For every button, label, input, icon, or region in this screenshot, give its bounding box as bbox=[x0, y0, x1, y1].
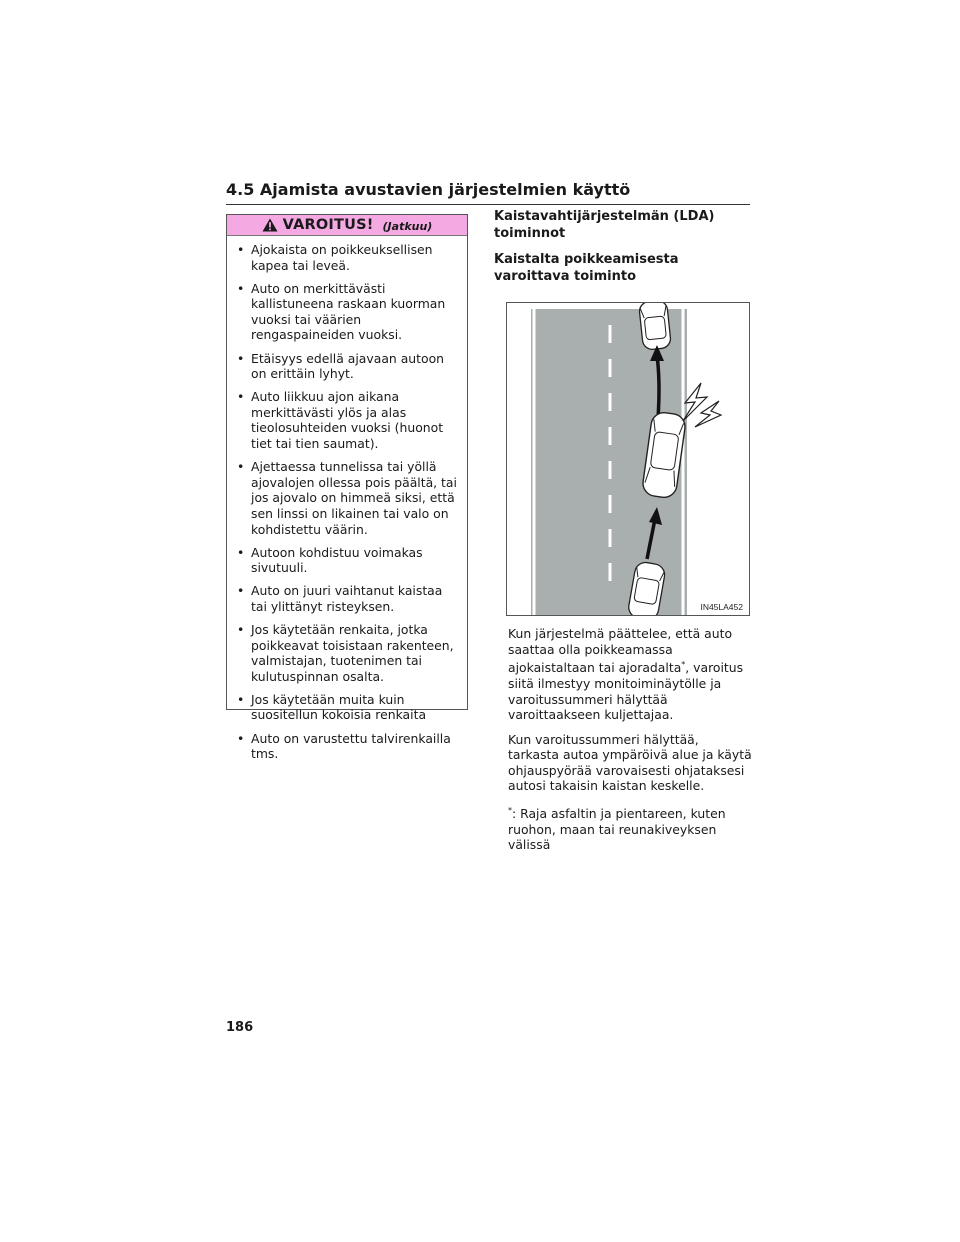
bullet: • bbox=[237, 583, 245, 599]
warning-continued: (Jatkuu) bbox=[382, 220, 433, 233]
section-header: 4.5 Ajamista avustavien järjestelmien käyttö bbox=[226, 180, 750, 205]
warning-lightning-icon bbox=[683, 383, 721, 427]
warning-list-item bbox=[235, 459, 459, 537]
paragraph-1: Kun järjestelmä päättelee, että auto saattaa olla poikkeamassa ajokaistaltaan tai ajoradalta*, varoitus siitä ilmestyy monitoiminäytölle ja varoitussummeri hälyttää varoittaakseen kuljettajaa. bbox=[508, 626, 744, 723]
bullet: • bbox=[237, 389, 245, 405]
warning-item-text: Auto liikkuu ajon aikana merkittävästi ylös ja alas tieolosuhteiden vuoksi (huonot tiet tai tien saumat). bbox=[251, 389, 444, 452]
page-number: 186 bbox=[226, 1020, 254, 1035]
warning-list-item bbox=[235, 545, 459, 576]
warning-list-item bbox=[235, 731, 459, 762]
warning-item-text: Ajokaista on poikkeuksellisen kapea tai leveä. bbox=[251, 242, 433, 273]
warning-item-text: Auto on juuri vaihtanut kaistaa tai ylittänyt risteyksen. bbox=[251, 583, 443, 614]
bullet: • bbox=[237, 280, 245, 296]
bullet: • bbox=[237, 544, 245, 560]
warning-item-text: Jos käytetään renkaita, jotka poikkeavat toisistaan rakenteen, valmistajan, tuotenimen tai kulutuspinnan osalta. bbox=[251, 621, 454, 684]
warning-list-item bbox=[235, 242, 459, 273]
road-diagram bbox=[507, 303, 749, 615]
warning-list bbox=[227, 236, 467, 762]
bullet: • bbox=[237, 459, 245, 475]
paragraph-2: Kun varoitussummeri hälyttää, tarkasta autoa ympäröivä alue ja käytä ohjauspyörää varovaisesti ohjataksesi autosi takaisin kaistan keskelle. bbox=[508, 731, 752, 794]
body-text bbox=[508, 626, 752, 862]
bullet: • bbox=[237, 730, 245, 746]
warning-item-text: Ajettaessa tunnelissa tai yöllä ajovalojen ollessa pois päältä, tai jos ajovalo on himmeä siksi, että sen linssi on likainen tai valo on kohdistettu väärin. bbox=[251, 459, 457, 537]
warning-list-item bbox=[235, 281, 459, 343]
footnote-mark: * bbox=[508, 806, 512, 816]
warning-header bbox=[227, 215, 467, 236]
lane-departure-illustration bbox=[506, 302, 750, 616]
warning-item-text: Auto on varustettu talvirenkailla tms. bbox=[251, 730, 451, 762]
footnote: *: Raja asfaltin ja pientareen, kuten ruohon, maan tai reunakiveyksen välissä bbox=[508, 806, 726, 853]
warning-list-item bbox=[235, 692, 459, 723]
warning-title: VAROITUS! bbox=[282, 217, 374, 233]
lane-departure-heading: Kaistalta poikkeamisesta varoittava toiminto bbox=[494, 252, 679, 284]
warning-list-item bbox=[235, 351, 459, 382]
warning-item-text: Autoon kohdistuu voimakas sivutuuli. bbox=[251, 544, 423, 576]
warning-box bbox=[226, 214, 468, 762]
warning-item-text: Jos käytetään muita kuin suositellun kokoisia renkaita bbox=[251, 691, 427, 723]
warning-list-item bbox=[235, 389, 459, 451]
warning-triangle-icon bbox=[262, 218, 278, 232]
warning-list-item bbox=[235, 583, 459, 614]
right-column bbox=[494, 208, 752, 294]
bullet: • bbox=[237, 621, 245, 637]
warning-item-text: Etäisyys edellä ajavaan autoon on erittäin lyhyt. bbox=[251, 350, 445, 382]
footnote-ref: * bbox=[681, 660, 686, 670]
warning-item-text: Auto on merkittävästi kallistuneena raskaan kuorman vuoksi tai väärien rengaspaineiden vuoksi. bbox=[251, 280, 446, 343]
lda-heading: Kaistavahtijärjestelmän (LDA) toiminnot bbox=[494, 209, 715, 241]
car-top bbox=[639, 303, 672, 350]
bullet: • bbox=[237, 242, 245, 257]
bullet: • bbox=[237, 691, 245, 707]
warning-list-item bbox=[235, 622, 459, 684]
bullet: • bbox=[237, 350, 245, 366]
figure-code: IN45LA452 bbox=[700, 602, 743, 612]
